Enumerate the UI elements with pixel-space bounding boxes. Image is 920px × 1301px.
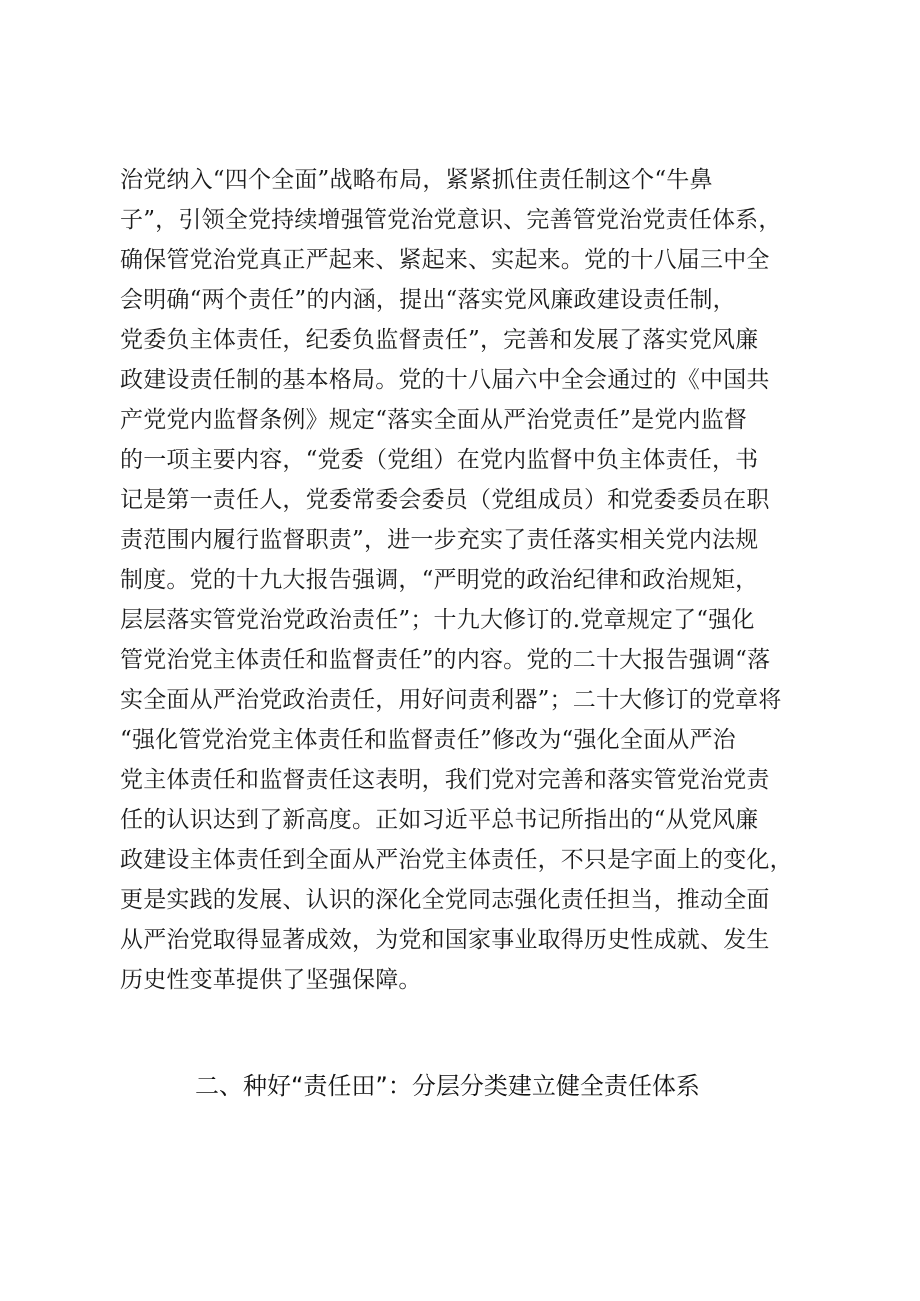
text-line: 的一项主要内容，“党委（党组）在党内监督中负主体责任，书: [120, 447, 759, 473]
text-line: 历史性变革提供了坚强保障。: [120, 967, 422, 993]
text-line: 管党治党主体责任和监督责任”的内容。党的二十大报告强调“落: [120, 647, 771, 673]
text-line: 会明确“两个责任”的内涵，提出“落实党风廉政建设责任制，: [120, 287, 736, 313]
text-line: 党主体责任和监督责任这表明，我们党对完善和落实管党治党责: [120, 767, 770, 793]
text-line: 责范围内履行监督职责”，进一步充实了责任落实相关党内法规: [120, 527, 759, 553]
body-paragraph: [120, 160, 810, 1000]
text-line: 制度。党的十九大报告强调，“严明党的政治纪律和政治规矩，: [120, 567, 759, 593]
text-line: 治党纳入“四个全面”战略布局，紧紧抓住责任制这个“牛鼻: [120, 167, 713, 193]
text-line: 实全面从严治党政治责任，用好问责利器”；二十大修订的党章将: [120, 687, 782, 713]
text-line: 记是第一责任人，党委常委会委员（党组成员）和党委委员在职: [120, 487, 770, 513]
text-line: 从严治党取得显著成效，为党和国家事业取得历史性成就、发生: [120, 927, 770, 953]
text-line: 层层落实管党治党政治责任”；十九大修订的.党章规定了“强化: [120, 607, 755, 633]
text-line: 政建设责任制的基本格局。党的十八届六中全会通过的《中国共: [120, 367, 770, 393]
text-line: 子”，引领全党持续增强管党治党意识、完善管党治党责任体系，: [120, 207, 782, 233]
section-heading: 二、种好“责任田”：分层分类建立健全责任体系: [195, 1072, 700, 1100]
text-line: 确保管党治党真正严起来、紧起来、实起来。党的十八届三中全: [120, 247, 770, 273]
text-line: 产党党内监督条例》规定“落实全面从严治党责任”是党内监督: [120, 407, 748, 433]
text-line: 政建设主体责任到全面从严治党主体责任，不只是字面上的变化，: [120, 847, 793, 873]
text-line: 更是实践的发展、认识的深化全党同志强化责任担当，推动全面: [120, 887, 770, 913]
text-line: “强化管党治党主体责任和监督责任”修改为“强化全面从严治: [120, 727, 736, 753]
text-line: 党委负主体责任，纪委负监督责任”，完善和发展了落实党风廉: [120, 327, 759, 353]
text-line: 任的认识达到了新高度。正如习近平总书记所指出的“从党风廉: [120, 807, 759, 833]
